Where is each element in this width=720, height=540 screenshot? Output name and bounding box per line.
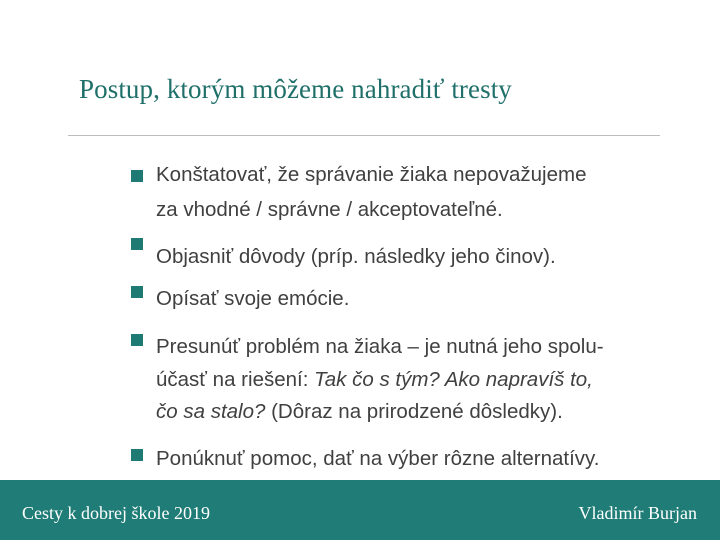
slide-title: Postup, ktorým môžeme nahradiť tresty [79,74,512,104]
bullet-4-line-3-italic: čo sa stalo? [156,400,266,423]
bullet-4-line-3 [156,399,563,425]
bullet-1-line-1: Konštatovať, že správanie žiaka nepovažujeme [156,163,587,186]
bullet-1-line-2: za vhodné / správne / akceptovateľné. [156,198,503,221]
bullet-4-line-1: Presunúť problém na žiaka – je nutná jeho spolu- [156,335,604,358]
footer-event-name: Cesty k dobrej škole 2019 [22,503,210,523]
square-bullet-icon [131,334,143,346]
square-bullet-icon [131,286,143,298]
bullet-4-line-2 [156,367,593,393]
bullet-2-line-1: Objasniť dôvody (príp. následky jeho činov). [156,245,556,268]
square-bullet-icon [131,449,143,461]
bullet-4-line-2-plain: účasť na riešení: [156,368,315,391]
bullet-4-line-3-plain: (Dôraz na prirodzené dôsledky). [265,400,563,423]
bullet-3-line-1: Opísať svoje emócie. [156,287,350,310]
square-bullet-icon [131,238,143,250]
footer-author: Vladimír Burjan [578,503,697,523]
square-bullet-icon [131,170,143,182]
bullet-4-line-2-italic: Tak čo s tým? Ako napravíš to, [314,368,593,391]
bullet-5-line-1: Ponúknuť pomoc, dať na výber rôzne alternatívy. [156,447,600,470]
